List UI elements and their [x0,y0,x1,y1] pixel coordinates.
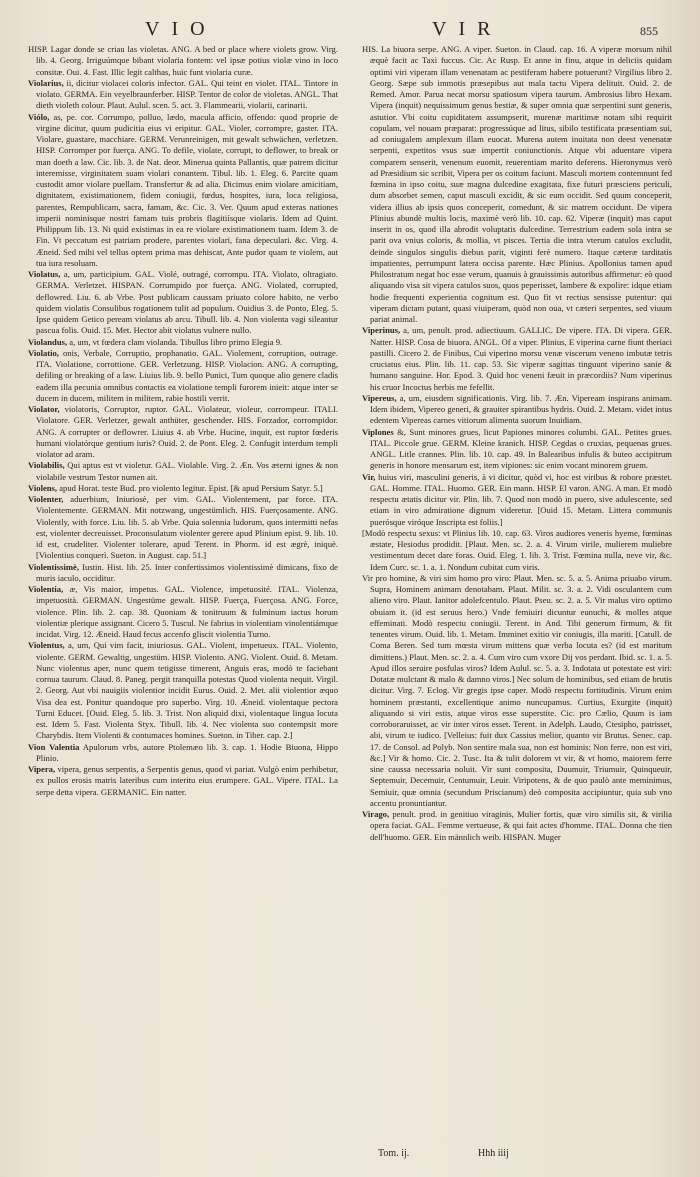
entry-headword: Violatio, [28,347,59,358]
entry-headword: Violandus, [28,336,68,347]
entry-headword: Vir, [362,471,376,482]
entry-text: Apulorum vrbs, autore Ptolemæo lib. 3. cap. 1. Hodie Biuona, Hippo Plinio. [36,741,338,763]
entry-text: onis, Verbale, Corruptio, prophanatio. GAL. Violement, corruption, outrage. ITA. Violatione, corrottione. GER. Verletzung. HISP. Violacion. ANG. A corrupting, defiling or breaking of a law. Liuius lib. 9. bello Punici, Tum quoque alio genere cladis eadem illa pecunia omnibus contactis ea violatione templi furorem inieit: atque inter se ducem in ducem, militem in militem, rabie hostili verrit. [36,347,338,403]
text-columns [28,44,672,1134]
dictionary-entry [28,764,338,798]
dictionary-entry [28,404,338,460]
entry-headword: Vipereus, [362,392,397,403]
dictionary-entry [28,640,338,741]
entry-text: &, Sunt minores grues, licut Papiones minores columbi. GAL. Petites grues. ITAL. Piccole grue. GERM. Kleine kranich. HISP. Cegdas o cruxias, pequenas grues. ANGL. Litle crannes. Plin. lib. 10. cap. 49. In Balearibus infulis & buteo accipitrum generis in honore mensarum est, item vipiones: sic enim vocant minorem gruem. [370,426,672,471]
entry-text: Qui aptus est vt violetur. GAL. Violable. Virg. 2. Æn. Vos æterni ignes & non violabile vestrum Testor numen ait. [36,460,338,482]
entry-headword: Violens, [28,482,58,493]
entry-headword: Vion Valentia [28,741,80,752]
folio-signature: Hhh iiij [478,1148,509,1159]
dictionary-entry [362,427,672,472]
entry-text: penult. prod. in genitiuo viraginis, Mulier fortis, quæ viro similis sit, & virilia opera faciat. GAL. Femme vertueuse, & qui fait actes d'homme. ITAL. Donna che tien dell'huomo. GER. Ein männlich weib. HISPAN. Muger [370,809,672,842]
entry-headword: Violentus, [28,640,65,651]
entry-headword: Violenter, [28,494,64,504]
dictionary-entry [28,584,338,640]
dictionary-entry [28,44,338,78]
dictionary-entry [362,325,672,393]
dictionary-entry [28,112,338,270]
dictionary-entry [28,460,338,483]
entry-headword: Violatus, [28,269,61,279]
right-headword: VIR [432,18,503,40]
entry-headword: Virago, [362,809,390,819]
entry-headword: Violentissimè, [28,561,79,572]
entry-text: Iustin. Hist. lib. 25. Inter confertissimos violentissimè dimicans, fixo de muris iaculo, occiditur. [36,561,338,583]
entry-headword: Violarius, [28,77,64,88]
dictionary-entry [362,528,672,573]
dictionary-entry [362,573,672,809]
entry-headword: Violabilis, [28,460,65,471]
dictionary-entry [362,472,672,528]
entry-text: HIS. La biuora serpe. ANG. A viper. Sueton. in Claud. cap. 16. A viperæ morsum nihil æquè facit ac Taxi fuccus. Cic. Ac Rusp. Et anne in finu, atque in deliciis quidam optimi viri viperam illam venenatam ac pestiferam habere potuerunt? Virgilius libro 2. Georg. Sæpe sub immotis præsepibus aut mala tactu Vipera delituit. Ouid. 2. de Remed. Amor. Parua necat morsu spatiosum vipera taurum. Ambrosius libro Hexam. Vipera (inquit) nequissimum genus bestiæ, & super omnia quæ serpentini sunt generis, astutior. Vbi coitu cupiditatem assumpserit, murenæ maritimæ notam sibi requirit copulam, vel nouam præparat: progressúque ad litus, sibilo testificata præsentiam sui, ad coniugalem amplexum illam euocat. Murena autem inuitata non deest venenatæ serpenti, expetitos vsus suæ impertit coniunctionis. Atque vbi aduentare vipera comparem senserit, venenum euomit, reuerentiam marito deferens. Hieronymus verò ad Præsidium sic scribit, Vipera per os coitum faciunt. Masculi mortem contemnunt fed fœmina in ipso coitu, suæ magna dulcedine exagitata, fixe futuri præsciens periculi, dum absorbet semen, caput masculi excidit, & sic eum occidit. Sed quum conceperit, videra illius ab ipsis quos conceperit, comedunt, & sic matrem occidunt. De vipera Plinius abundè multis locis, maximè verò lib. 10. cap. 62. Viperæ (inquit) mas caput inserit in os, quod illa abrodit voluptatis dulcedine. Terrestrium eadem sola intra se parit ova vnius coloris, & mollia, vt pisces. Tertia die intra vterum catulos excludit, deinde singulos singulis diebus parit, viginti ferè numero. Itaque cæteræ tarditatis impatientes, perrumpunt latera occisa parente. Hæc Plinius. Apollonius tamen apud Philostratum negat hoc esse verum, quanuis à grauissimis autoribus affirmetur: eò quod aliquando visa sit vipera catulos suos, quos peperisset, lambere & expolire: idque etiam hodie frequenti experientia cognitum est. Quo fit vt rectius sensisse putentur: qui viperam dictam putant, quasi viuiperam, quòd non oua, vt cæteri serpentes, sed viuum pariat animal. [362,44,672,324]
entry-text: [Modò respectu sexus: vt Plinius lib. 10. cap. 63. Viros audiores veneris hyeme, fœminas æstate, Hesiodus prodidit. [Plaut. Men. sc. 2. a. 4. Virum virile, mulierem muliebre vestimentum decet dare foras. Ouid. Eleg. 1. lib. 3. Trist. Fœmina nulla, neve vir, &c. Idem Curc. sc. 1. a. 1. Nondum cubitat cum viris. [362,527,672,572]
entry-text: a, um, penult. prod. adiectiuum. GALLIC. De vipere. ITA. Di vipera. GER. Natter. HISP. Cosa de biuora. ANGL. Of a viper. Plinius, E viperina carne fiunt theriaci pastilli. Cicero 2. de Finibus, Cui viperino morsu venæ viscerum veneno imbutæ tetris cruciatus eius. Plin. lib. 11. cap. 53. Sic viperæ sagittas tinguunt viperino sanie & humano sanguine. Hor. Epod. 3. Quid hoc veneni fæuit in præcordiis? Num viperinus his cruor Incoctus herbis me fefellit. [370,325,672,392]
entry-text: æ, Vis maior, impetus. GAL. Violence, impetuosité. ITAL. Violenza, impetuosità. GERMAN. Ungestüme gewalt. HISP. Fuerça, Fuerçosa. ANG. Force, violence. Plin. lib. 2. cap. 38. Quoniam & tonitruum & fulminum iactus horum violentiæ plerique assignant. Cicero 5. Tuscul. Ne fabrius in violentiam vinolentiámque incidat. Virg. 12. Æneid. Haud fecus accenfo gliscit violentia Turno. [36,584,338,639]
entry-headword: Viplones [362,426,394,437]
running-header [0,18,700,46]
volume-signature: Tom. ij. [378,1148,410,1159]
entry-text: huius viri, masculini generis, à vi dicitur, quòd vi, hoc est viribus & robore præstet. GAL. Homme. ITAL. Huomo. GER. Ein mann. HISP. El varon. ANG. A man. Et modò respectu ætatis dicitur vir. Plin. lib. 7. Quod non modò in puero, sive adulescente, sed etiam in viro admiratione dignum videretur. [Ouid 15. Metam. Littera communis puerósque viróque Inscripta est foliis.] [370,471,672,527]
entry-headword: Viperinus, [362,325,401,336]
right-column [362,44,672,1134]
dictionary-entry [362,393,672,427]
dictionary-entry [28,78,338,112]
page-footer [0,1148,700,1168]
page-number: 855 [640,24,658,38]
left-column [28,44,338,1134]
entry-text: a, um, Qui vim facit, iniuriosus. GAL. Violent, impetueux. ITAL. Violento, violente. GERM. Gewaltig, ungestüm. HISP. Violento. ANG. Violent. Ouid. 8. Metam. Nunc violentus aper, nunc quem tetigisse timerent, Anguis eras, modò te faciebant cornua taurum. Claud. 8. Paneg. pergit tranquilla potestas Quod violenta nequit. Virgil. 2. Georg. Aut vbi nauigiis violentior incidit Eurus. Ouid. 2. Met. alii violentior æquo Visa dea est. Ponitur quandoque pro superbo. Virg. 10. Æneid. violentaque pectora Turni Educet. [Ouid. Eleg. 5. lib. 3. Trist. Non aliquid dixi, violentaque lingua locuta est. Idem 5. Fast. Violenta Styx. Tibull. lib. 4. Nec violenta suo contempsit more Charybdis. Item Violenti & contumaces homines. Sueton. in Tiber. cap. 2.] [36,640,338,741]
entry-text: a, um, vt fœdera clam violanda. Tibullus libro primo Elegia 9. [69,336,283,347]
dictionary-entry [28,562,338,585]
entry-text: as, pe. cor. Corrumpo, polluo, lædo, macula afficio, offendo: quod proprie de virgine dicitur, quum pudicitia eius vi eripitur. GAL. Violer, corrompre, gaster. ITA. Violare, guastare, macchiare. GERM. Verunreinigen, mit gewalt schwächen, verletzen. HISP. Corromper por fuerça. ANG. To defile, violate, corrupt, to deflower, to break or man doeth a law. Cic. lib. 3. de Nat. deor. Minerua quinta Pallantis, quæ patrem dicitur interemisse, virginitatem suam violari conantem. Tibul. lib. 1. Eleg. 6. Parcite quam custodit amor violare puellam. Transfertur & ad alia. Dicimus enim violare amicitiam, dignitatem, existimationem, fidem coniugii, fœdus, hospites, iura, loca religiosa, parentes, Rempublicam, sacra, famam, &c. Cic. 3. Ver. Quum apud exteras nationes imperii nominisque nostri famam tuis probris flagitiísque violaris. Idem ad Quint. Philippum lib. 13. Ni quid existimas in ea re violare existimationem tuam. Idem 3. de Fin. Vt peccatum est patriam prodere, parentes violari, fana depeculari. &c. Virg. 4. Æneid. Sed mihi vel tellus optem prima mas dehiscat, Ante pudor quam te violem, aut tua iura resoluam. [36,111,338,268]
dictionary-entry [28,483,338,494]
dictionary-entry [362,44,672,325]
entry-text: vipera, genus serpentis, a Serpentis genus, quod vi pariat. Vulgò enim perhibetur, ex pullos erosis matris lateribus cum interitu eius erumpere. GAL. Vipere. ITAL. La serpe detta vipera. GERMANIC. Ein natter. [36,764,338,797]
dictionary-entry [362,809,672,843]
entry-text: a, um, participium. GAL. Violé, outragé, corrompu. ITA. Violato, oltragiato. GERMA. Verletzet. HISPAN. Corrumpido por fuerça. ANG. Violated, corrupted, deflowred. Liu. 6. ab Vrbe. Post publicam caussam priuato colore habito, ne verbo quidem violatis Consulibus rogationem tulit ad populum. Ouidius 3. de Ponto, Eleg. 5. Ipse quidem Getico peream violatus ab arcu. Tibull. lib. 4. Non violenta vagi sileantur pascua folis. Ouid. 15. Met. Hector abit violatus vulnere nullo. [36,269,338,336]
left-headword: VIO [145,18,217,40]
dictionary-entry [28,337,338,348]
entry-headword: Violator, [28,404,60,414]
entry-text: aduerbium, Iniuriosè, per vim. GAL. Violentement, par force. ITA. Violentemente. GERMAN. Mit notzwang, ungestümlich. HIS. Fuerçosamente. ANG. Violently, with force. Liu. lib. 5. ab Vrbe. Quia solennia ludorum, quos intermitti nefas est, violenter decreuisset. Proconsulatum violenter gerere apud Plinium epist. 9. lib. 10. id est, crudeliter. Violenter tolerare, apud Terent. in Phorm. id est ægrè, iniquè. [Violentius conquerì. Sueton. in August. cap. 51.] [36,494,338,561]
dictionary-entry [28,742,338,765]
dictionary-entry [28,269,338,337]
entry-text: ii, dicitur violacei coloris infector. GAL. Qui teint en violet. ITAL. Tintore in violato. GERMA. Ein veyelbraunferber. HISP. Tentor de color de violetas. ANGL. That dieth violeth colour. Plaut. Aulul. scen. 5. act. 3. Flammearii, violarii, carinarii. [36,77,338,111]
dictionary-entry [28,348,338,404]
entry-text: violatoris, Corruptor, ruptor. GAL. Violateur, violeur, corrompeur. ITALI. Violatore. GER. Verletzer, gewalt anthüter, geschender. HIS. Forzador, corrompidor. ANG. A corrupter or deflowrer. Liuius 4. ab Vrbe. Hucine, inquit, est ruptor fœderis humani violatórque gentium iuris? Ouid. 2. de Pont. Eleg. 2. Confugit interdum templi violator ad aram. [36,404,338,459]
entry-text: HISP. Lagar donde se criau las violetas. ANG. A bed or place where violets grow. Virg. lib. 4. Georg. Irriguúmque bibant violaria fontem: vel ipsæ potius violæ vino in loco consitæ. Oui. 4. Fast. Illic legit calthas, huic funt violaria curæ. [28,44,338,77]
entry-headword: Viólo, [28,111,50,122]
dictionary-entry [28,494,338,562]
entry-text: Vir pro homine, & viri sim homo pro viro: Plaut. Men. sc. 5. a. 5. Anima priuabo virum. Supra, Hominem animam denotabam. Plaut. Milit. sc. 3. a. 2. Vidi osculantem cum alieno viro. Plaut. Ianitor adolefcentulo. Plaut. Pseu. sc. 2. a. 5. Vir malus viro optimo obuiam it. (id est seruus hero.) Vnde femiuiri dicuntur eunuchi, & molles atque effeminati. Modò respectu coniugii. Terent. in And. Tibi generum firmum, & fit tenentes virum. Ouid. lib. 1. Metam. Imminet exitio vir coniugis, illa mariti. [Catull. de Coma Beren. Sed tum mœsta virum mittens quæ verba locuta es? (id est maritum dimittens.) Plaut. Men. sc. 2. a. 4. Cum viro cum vxore Dij vos perdant. Ibid. sc. 1. a. 5. Apud illos seruire posfulas viros? Idem Aulul. sc. 5. a. 3. Indotata ut potestate est viri: Dotatæ mulctant & malo & damno viros.] Nec solum de hominibus, sed etiam de brutis dicitur. Virg. 7. Eclog. Vir gregis ipse caper. Modò respectu fortitudinis. Virum enim hominem præstanti, excellentique animo nuncupamus. Curtius, Exurgite (inquit) aliquando si viri estis, atque viros esse superstite. Cic. pro Cælio, Quum is iam corroboraruisset, ac vir inter viros esset. Terent. in Adelph. Laudo, Ctesipho, patrisset, abi, virum te iudico. [Velleius: fuit dux Cassius melior, quanto vir Brutus. Senec. cap. 17. de Consol. ad Polyb. Non sentire mala sua, non est hominis: Non ferre, non est viri, &c.] Vir & homo. Cic. 2. Tusc. Ita & tulit dolorem vt vir, & vt homo, maiorem ferre sine caussa necessaria noluit. Vir sunt composita, Duumuir, Triumuir, Quinqueuir, Septemuir, Decemuir, Centumuir, Leuir. Viripotens, & de quo paulò ante meminimus, Semiuir, quæ omnia (secundum Priscianum) deò composita accipiuntur, quia sub vno accentu pronuntiantur. [362,572,672,808]
entry-headword: Violentia, [28,584,64,594]
entry-text: a, um, eiusdem significationis. Virg. lib. 7. Æn. Vipeream inspirans animam. Idem ibidem, Vipereo generi, & grauiter spirantibus hydris. Ouid. 2. Metam. videt intus edentem Vipereas carnes vitiorum alimenta suorum Inuidiam. [370,392,672,426]
entry-text: apud Horat. teste Bud. pro violento legitur. Epist. [& apud Persium Satyr. 5.] [59,482,323,493]
entry-headword: Vipera, [28,764,56,774]
